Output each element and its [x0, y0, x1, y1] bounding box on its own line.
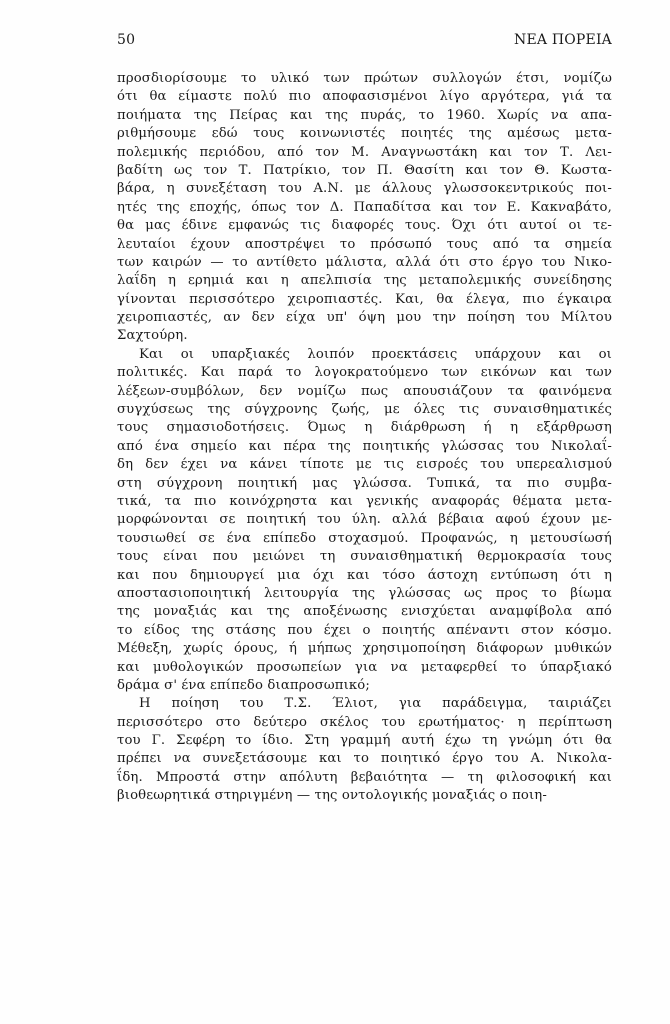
text-line: μορφώνονται σε ποιητική του ύλη. αλλά βέβαια αφού έχουν με-: [117, 512, 612, 528]
text-line: Μέθεξη, χωρίς όρους, ή μήπως χρησιμοποίηση διάφορων μυθικών: [117, 641, 612, 657]
text-line: πρέπει να συνεξετάσουμε και το ποιητικό έργο του Α. Νικολα-: [117, 751, 612, 767]
text-line: λευταίοι έχουν αποστρέψει το πρόσωπό τους από τα σημεία: [117, 236, 612, 252]
text-line: ότι θα είμαστε πολύ πιο αποφασισμένοι λίγο αργότερα, γιά τα: [117, 89, 612, 105]
paragraph: [117, 695, 612, 805]
text-line: προσδιορίσουμε το υλικό των πρώτων συλλογών έτσι, νομίζω: [117, 71, 612, 86]
text-line: συγχύσεως της σύγχρονης ζωής, με όλες τις συναισθηματικές: [117, 402, 612, 418]
text-line: τικά, τα πιο κοινόχρηστα και γενικής αναφοράς θέματα μετα-: [117, 493, 612, 509]
text-line: το είδος της στάσης που έχει ο ποιητής απέναντι στον κόσμο.: [117, 622, 612, 638]
text-line: ΐδη. Μπροστά στην απόλυτη βεβαιότητα — τη φιλοσοφική και: [117, 769, 612, 785]
text-line: πολεμικής περιόδου, από τον Μ. Αναγνωστάκη και τον Τ. Λει-: [117, 144, 612, 160]
text-line: τους σημασιοδοτήσεις. Όμως η διάρθρωση ή η εξάρθρωση: [117, 420, 612, 436]
page-number: 50: [117, 32, 136, 48]
text-line: και μυθολογικών προσωπείων για να μεταφερθεί το ύπαρξιακό: [117, 659, 612, 675]
page-header: [117, 32, 612, 54]
text-line: αποστασιοποιητική λειτουργία της γλώσσας ως προς το βίωμα: [117, 585, 612, 601]
text-line: βαδίτη ως τον Τ. Πατρίκιο, τον Π. Θασίτη και τον Θ. Κωστα-: [117, 162, 612, 178]
text-line: στη σύγχρονη ποιητική μας γλώσσα. Τυπικά, τα πιο συμβα-: [117, 475, 612, 491]
text-line: της μοναξιάς και της αποξένωσης ενισχύεται αναμφίβολα από: [117, 604, 612, 620]
text-line: βιοθεωρητικά στηριγμένη — της οντολογικής μοναξιάς ο ποιη-: [117, 788, 547, 804]
text-line: δη δεν έχει να κάνει τίποτε με τις εισροές του υπερεαλισμού: [117, 457, 612, 473]
text-line: Η ποίηση του Τ.Σ. Έλιοτ, για παράδειγμα, ταιριάζει: [139, 696, 612, 712]
text-line: βάρα, η συνεξέταση του Α.Ν. με άλλους γλωσσοκεντρικούς ποι-: [117, 181, 612, 197]
text-line: από ένα σημείο και πέρα της ποιητικής γλώσσας του Νικολαΐ-: [117, 438, 612, 454]
text-line: ριθμήσουμε εδώ τους κοινωνιστές ποιητές της αμέσως μετα-: [117, 126, 612, 142]
text-line: πολιτικές. Και παρά το λογοκρατούμενο των εικόνων και των: [117, 365, 612, 381]
text-line: λέξεων-συμβόλων, δεν νομίζω πως απουσιάζουν τα φαινόμενα: [117, 383, 612, 399]
text-line: περισσότερο στο δεύτερο σκέλος του ερωτήματος· η περίπτωση: [117, 714, 612, 730]
text-line: ητές της εποχής, όπως τον Δ. Παπαδίτσα και τον Ε. Κακναβάτο,: [117, 199, 612, 215]
text-line: των καιρών — το αντίθετο μάλιστα, αλλά ότι στο έργο του Νικο-: [117, 254, 612, 270]
text-line: Σαχτούρη.: [117, 328, 188, 344]
text-line: ποιήματα της Πείρας και της πυράς, το 1960. Χωρίς να απα-: [117, 107, 612, 123]
text-line: τους είναι που μειώνει τη συναισθηματική θερμοκρασία τους: [117, 549, 612, 565]
running-title: ΝΕΑ ΠΟΡΕΙΑ: [514, 32, 612, 48]
body-text: [117, 70, 612, 806]
paragraph: [117, 346, 612, 695]
text-line: Και οι υπαρξιακές λοιπόν προεκτάσεις υπάρχουν και οι: [139, 346, 612, 362]
text-line: γίνονται περισσότερο χειροπιαστές. Και, θα έλεγα, πιο έγκαιρα: [117, 291, 612, 307]
text-line: του Γ. Σεφέρη το ίδιο. Στη γραμμή αυτή έχω τη γνώμη ότι θα: [117, 733, 612, 749]
text-line: δράμα σ' ένα επίπεδο διαπροσωπικό;: [117, 677, 370, 693]
text-line: θα μας έδινε εμφανώς τις διαφορές τους. Όχι ότι αυτοί οι τε-: [117, 218, 612, 234]
text-line: χειροπιαστές, αν δεν είχα υπ' όψη μου την ποίηση του Μίλτου: [117, 310, 612, 326]
text-line: λαΐδη η ερημιά και η απελπισία της μεταπολεμικής συνείδησης: [117, 273, 612, 289]
text-line: τουσιωθεί σε ένα επίπεδο στοχασμού. Προφανώς, η μετουσίωσή: [117, 530, 612, 546]
text-line: και που δημιουργεί μια όχι και τόσο άστοχη εντύπωση ότι η: [117, 567, 612, 583]
paragraph: [117, 70, 612, 346]
